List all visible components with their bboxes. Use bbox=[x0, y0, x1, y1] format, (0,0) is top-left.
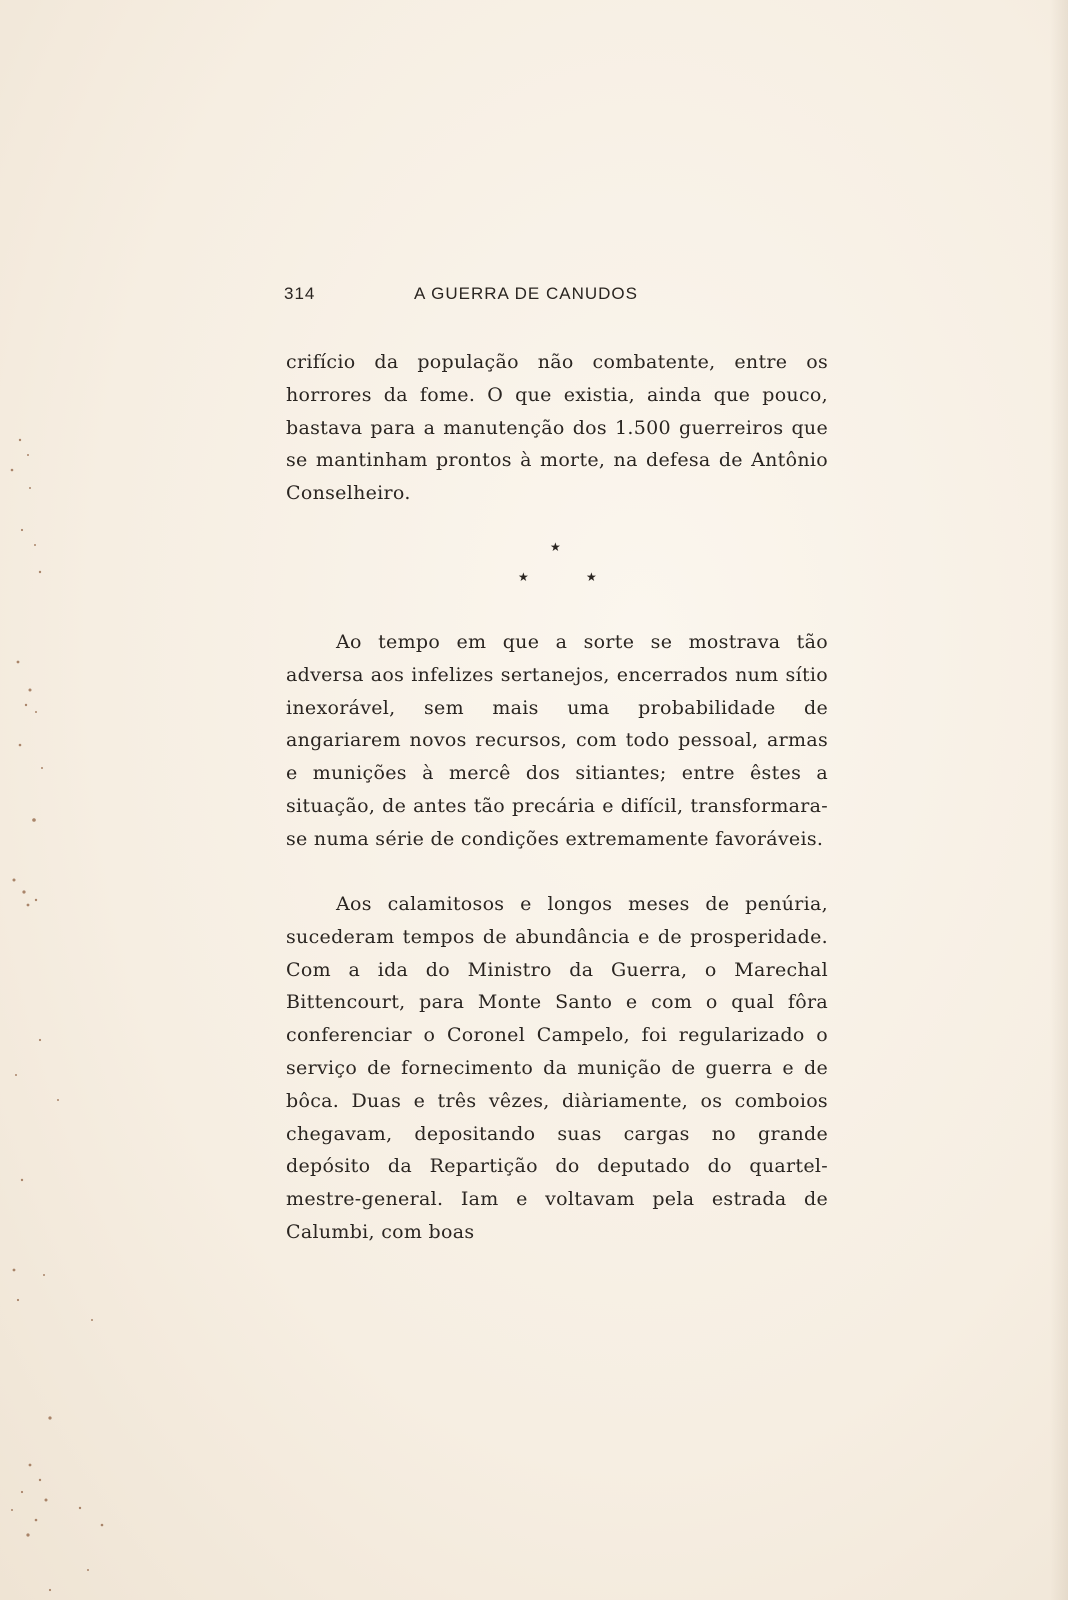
running-title: A GUERRA DE CANUDOS bbox=[414, 284, 638, 303]
star-icon: ★ bbox=[518, 570, 529, 584]
star-icon: ★ bbox=[586, 570, 597, 584]
star-icon: ★ bbox=[550, 540, 561, 554]
page-number: 314 bbox=[284, 284, 316, 303]
page-edge-shadow bbox=[1050, 0, 1068, 1600]
paragraph-3 bbox=[286, 888, 828, 1249]
paragraph-2 bbox=[286, 626, 828, 856]
paragraph-text: Aos calamitosos e longos meses de penúria, sucederam tempos de abundância e de prosperidade. Com a ida do Ministro da Guerra, o Marechal Bittencourt, para Monte Santo e com o qual fôra conferenciar o Coronel Campelo, foi regularizado o serviço de fornecimento da munição de guerra e de bôca. Duas e três vêzes, diàriamente, os comboios chegavam, depositando suas cargas no grande depósito da Repartição do deputado do quartel-mestre-general. Iam e voltavam pela estrada de Calumbi, com boas bbox=[286, 893, 828, 1243]
running-header bbox=[284, 284, 814, 308]
paragraph-1 bbox=[286, 346, 828, 510]
paragraph-text: crifício da população não combatente, entre os horrores da fome. O que existia, ainda que pouco, bastava para a manutenção dos 1.500 guerreiros que se mantinham prontos à morte, na defesa de Antônio Conselheiro. bbox=[286, 351, 828, 505]
foxing-specks bbox=[0, 0, 120, 1600]
paragraph-text: Ao tempo em que a sorte se mostrava tão adversa aos infelizes sertanejos, encerrados num sítio inexorável, sem mais uma probabilidade de angariarem novos recursos, com todo pessoal, armas e munições à mercê dos sitiantes; entre êstes a situação, de antes tão precária e difícil, transformara-se numa série de condições extremamente favoráveis. bbox=[286, 631, 828, 850]
asterism-divider bbox=[500, 540, 610, 590]
